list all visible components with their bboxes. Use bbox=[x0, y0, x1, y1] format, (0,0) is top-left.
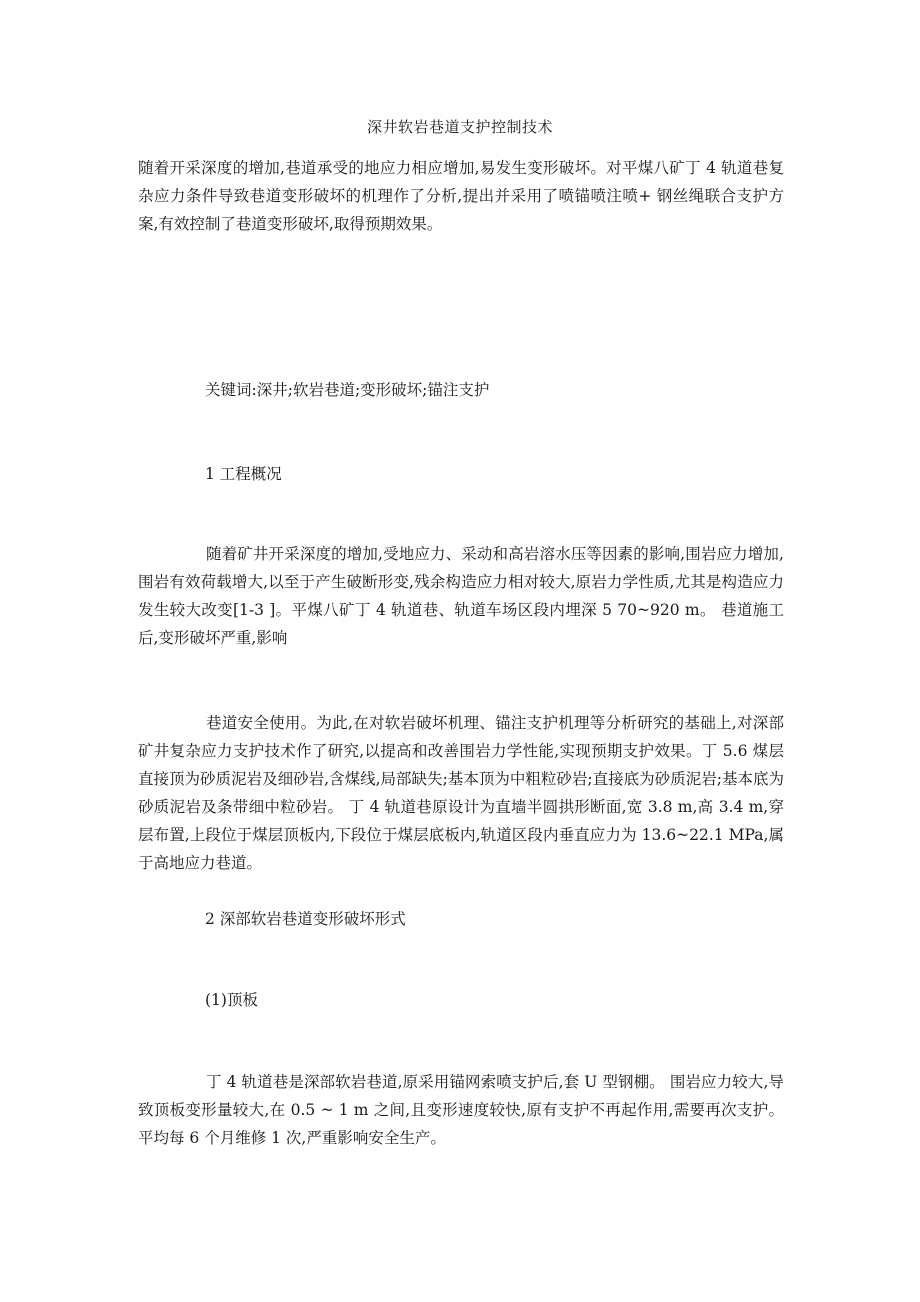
section-1-paragraph-2: 巷道安全使用。为此,在对软岩破坏机理、锚注支护机理等分析研究的基础上,对深部矿井复杂应力支护技术作了研究,以提高和改善围岩力学性能,实现预期支护效果。丁 5.6 煤层直接顶为砂质泥岩及细砂岩,含煤线,局部缺失;基本顶为中粗粒砂岩;直接底为砂质泥岩;基本底为砂质泥岩及条带细中粒砂岩。 丁 4 轨道巷原设计为直墙半圆拱形断面,宽 3.8 m,高 3.4 m,穿层布置,上段位于煤层顶板内,下段位于煤层底板内,轨道区段内垂直应力为 13.6~22.1 MPa,属于高地应力巷道。 bbox=[138, 714, 784, 872]
document-title: 深井软岩巷道支护控制技术 bbox=[366, 118, 553, 136]
section-2-paragraph-1: 丁 4 轨道巷是深部软岩巷道,原采用锚网索喷支护后,套 U 型钢棚。 围岩应力较大,导致顶板变形量较大,在 0.5 ~ 1 m 之间,且变形速度较快,原有支护不再起作用,需要再次支护。平均每 6 个月维修 1 次,严重影响安全生产。 bbox=[138, 1073, 784, 1147]
subsection-roof-heading: (1)顶板 bbox=[205, 991, 258, 1009]
section-1-paragraph-1: 随着矿井开采深度的增加,受地应力、采动和高岩溶水压等因素的影响,围岩应力增加,围岩有效荷载增大,以至于产生破断形变,残余构造应力相对较大,原岩力学性质,尤其是构造应力发生较大改变[1-3 ]。平煤八矿丁 4 轨道巷、轨道车场区段内埋深 5 70~920 m。 巷道施工后,变形破坏严重,影响 bbox=[138, 545, 784, 647]
section-2-heading: 2 深部软岩巷道变形破坏形式 bbox=[205, 910, 406, 928]
section-1-heading: 1 工程概况 bbox=[205, 465, 282, 483]
abstract-paragraph: 随着开采深度的增加,巷道承受的地应力相应增加,易发生变形破坏。对平煤八矿丁 4 轨道巷复杂应力条件导致巷道变形破坏的机理作了分析,提出并采用了喷锚喷注喷+ 钢丝绳联合支护方案,有效控制了巷道变形破坏,取得预期效果。 bbox=[138, 159, 784, 233]
keywords-line: 关键词:深井;软岩巷道;变形破坏;锚注支护 bbox=[205, 381, 490, 399]
